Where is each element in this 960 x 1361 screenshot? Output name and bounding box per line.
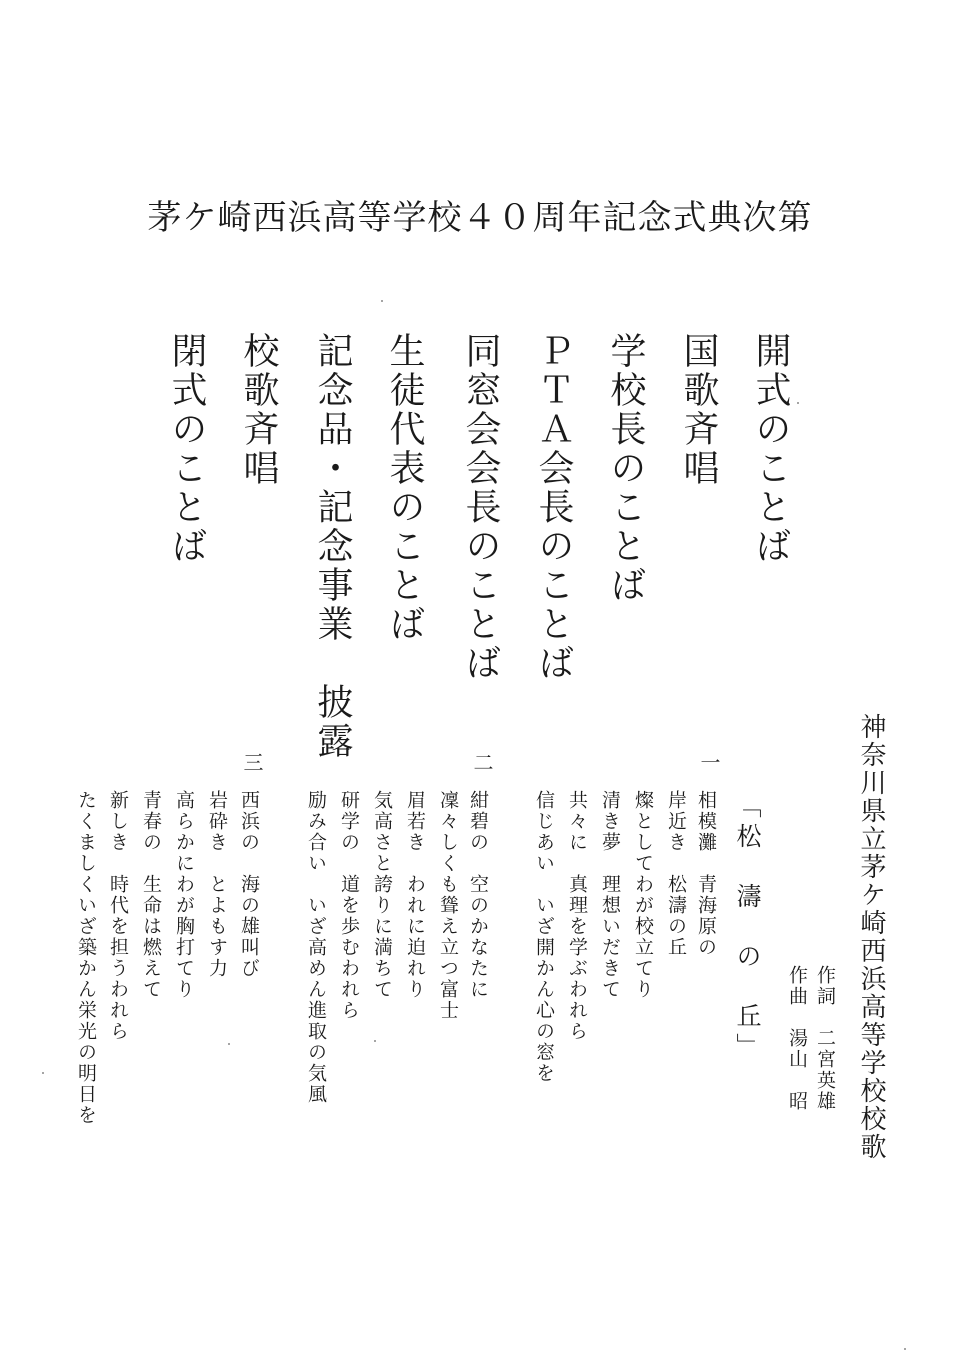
verse-line: 燦としてわが校立てり [632, 790, 654, 1000]
scan-speck [374, 1040, 376, 1042]
verse-line: 励み合い いざ高めん進取の気風 [305, 790, 327, 1105]
verse-line: 相模灘 青海原の [695, 790, 717, 958]
song-title: 「松 濤 の 丘」 [733, 793, 762, 1063]
anthem-lyricist: 作詞 二宮英雄 [814, 965, 836, 1112]
verse-line: 紺碧の 空のかなたに [467, 790, 489, 1000]
anthem-title: 神奈川県立茅ケ崎西浜高等学校校歌 [856, 713, 886, 1161]
verse-line: 新しき 時代を担うわれら [107, 790, 129, 1042]
verse-line: たくましくいざ築かん栄光の明日を [75, 790, 97, 1126]
program-item: 校歌斉唱 [238, 332, 279, 488]
anthem-composer: 作曲 湯山 昭 [786, 965, 808, 1112]
verse-line: 青春の 生命は燃えて [140, 790, 162, 1000]
verse-line: 高らかにわが胸打てり [173, 790, 195, 1000]
verse-line: 眉若き われに迫れり [404, 790, 426, 1000]
verse-line: 気高さと誇りに満ちて [371, 790, 393, 1000]
scan-speck [904, 1348, 906, 1350]
verse-line: 清き夢 理想いだきて [599, 790, 621, 1000]
verse-line: 岸近き 松濤の丘 [665, 790, 687, 958]
verse-number: 三 [240, 752, 264, 772]
verse-number: 二 [470, 752, 494, 772]
program-item: 閉式のことば [166, 332, 207, 566]
scan-speck [42, 1072, 44, 1074]
program-item: 開式のことば [750, 332, 791, 566]
program-item: ＰＴＡ会長のことば [533, 332, 574, 683]
scan-speck [797, 402, 799, 404]
scan-speck [228, 1043, 230, 1045]
verse-line: 西浜の 海の雄叫び [238, 790, 260, 979]
scan-speck [381, 300, 383, 302]
verse-number: 一 [697, 752, 721, 772]
verse-line: 凜々しくも聳え立つ富士 [437, 790, 459, 1021]
program-item: 記念品・記念事業 披露 [312, 332, 353, 761]
verse-line: 研学の 道を歩むわれら [338, 790, 360, 1021]
verse-line: 共々に 真理を学ぶわれら [566, 790, 588, 1042]
page-title: 茅ケ崎西浜高等学校４０周年記念式典次第 [147, 198, 813, 238]
verse-line: 岩砕き とよもす力 [206, 790, 228, 979]
program-item: 国歌斉唱 [678, 332, 719, 488]
program-item: 同窓会会長のことば [460, 332, 501, 683]
program-item: 学校長のことば [605, 332, 646, 605]
verse-line: 信じあい いざ開かん心の窓を [533, 790, 555, 1084]
program-item: 生徒代表のことば [384, 332, 425, 644]
